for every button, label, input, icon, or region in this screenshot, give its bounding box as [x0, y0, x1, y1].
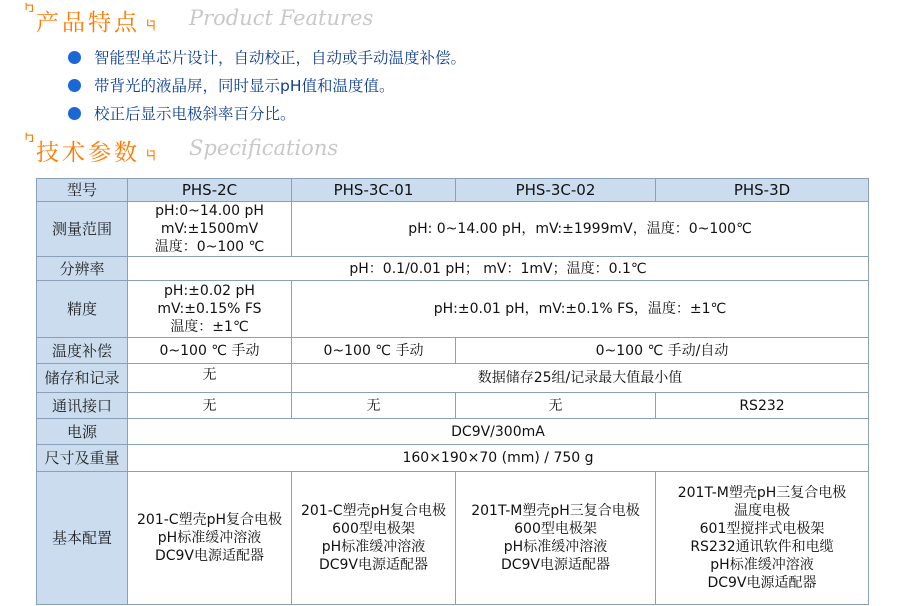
table-cell: 0~100 ℃ 手动	[292, 338, 456, 364]
table-row	[37, 364, 869, 393]
features-subtitle: Product Features	[189, 6, 374, 30]
feature-item: 带背光的液晶屏，同时显示pH值和温度值。	[68, 76, 466, 104]
bullet-icon	[68, 107, 81, 120]
table-row	[37, 472, 869, 605]
table-cell: DC9V/300mA	[128, 419, 869, 445]
table-cell: 201T-M塑壳pH三复合电极 温度电极 601型搅拌式电极架 RS232通讯软件和电缆 pH标准缓冲溶液 DC9V电源适配器	[656, 472, 869, 605]
row-label: 分辨率	[37, 257, 128, 281]
feature-item: 校正后显示电极斜率百分比。	[68, 104, 466, 132]
row-label: 通讯接口	[37, 393, 128, 419]
row-label: 型号	[37, 179, 128, 202]
table-cell: pH: 0~14.00 pH，mV:±1999mV，温度：0~100℃	[292, 202, 869, 257]
table-row	[37, 179, 869, 202]
table-cell: pH:±0.02 pH mV:±0.15% FS 温度：±1℃	[128, 281, 292, 338]
table-cell: 160×190×70 (mm) / 750 g	[128, 445, 869, 472]
row-label: 温度补偿	[37, 338, 128, 364]
specs-subtitle: Specifications	[189, 136, 339, 160]
model-header: PHS-2C	[128, 179, 292, 202]
table-cell: pH:±0.01 pH，mV:±0.1% FS，温度：±1℃	[292, 281, 869, 338]
row-label: 储存和记录	[37, 364, 128, 393]
table-cell: 无	[128, 393, 292, 419]
table-cell: RS232	[656, 393, 869, 419]
model-header: PHS-3C-01	[292, 179, 456, 202]
table-row	[37, 393, 869, 419]
model-header: PHS-3D	[656, 179, 869, 202]
specifications-table	[36, 178, 869, 605]
table-cell: 无	[456, 393, 656, 419]
table-row	[37, 202, 869, 257]
table-row	[37, 419, 869, 445]
table-row	[37, 445, 869, 472]
feature-item: 智能型单芯片设计，自动校正，自动或手动温度补偿。	[68, 48, 466, 76]
table-row	[37, 338, 869, 364]
features-title: 产品特点	[36, 10, 140, 36]
table-row	[37, 257, 869, 281]
table-cell: 201-C塑壳pH复合电极 600型电极架 pH标准缓冲溶液 DC9V电源适配器	[292, 472, 456, 605]
specs-section-header	[0, 130, 900, 168]
row-label: 尺寸及重量	[37, 445, 128, 472]
bullet-icon	[68, 51, 81, 64]
table-cell: 201T-M塑壳pH三复合电极 600型电极架 pH标准缓冲溶液 DC9V电源适配器	[456, 472, 656, 605]
model-header: PHS-3C-02	[456, 179, 656, 202]
table-cell: 无	[128, 364, 292, 393]
table-cell: 0~100 ℃ 手动	[128, 338, 292, 364]
table-cell: 0~100 ℃ 手动/自动	[456, 338, 869, 364]
table-cell: pH:0~14.00 pH mV:±1500mV 温度：0~100 ℃	[128, 202, 292, 257]
features-section-header	[0, 0, 900, 38]
table-cell: 无	[292, 393, 456, 419]
table-row	[37, 281, 869, 338]
features-list	[68, 48, 466, 132]
row-label: 测量范围	[37, 202, 128, 257]
bullet-icon	[68, 79, 81, 92]
row-label: 基本配置	[37, 472, 128, 605]
row-label: 精度	[37, 281, 128, 338]
table-cell: 201-C塑壳pH复合电极 pH标准缓冲溶液 DC9V电源适配器	[128, 472, 292, 605]
row-label: 电源	[37, 419, 128, 445]
table-cell: pH：0.1/0.01 pH； mV：1mV；温度：0.1℃	[128, 257, 869, 281]
specs-title: 技术参数	[36, 140, 140, 166]
table-cell: 数据储存25组/记录最大值最小值	[292, 364, 869, 393]
